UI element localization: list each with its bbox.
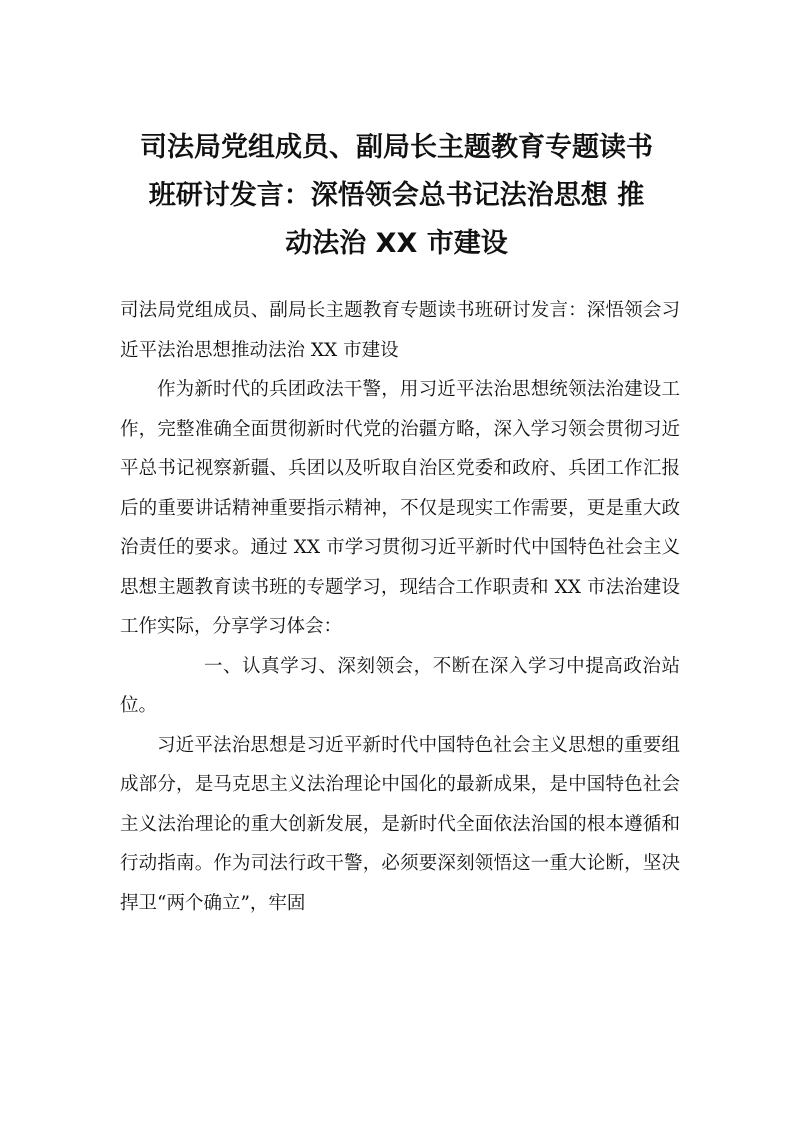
title-line-2: 班研讨发言：深悟领会总书记法治思想 推 <box>148 180 645 211</box>
title-line-1: 司法局党组成员、副局长主题教育专题读书 <box>140 132 653 163</box>
section-heading: 一、认真学习、深刻领会，不断在深入学习中提高政治站位。 <box>120 655 680 716</box>
body-paragraph: 习近平法治思想是习近平新时代中国特色社会主义思想的重要组成部分，是马克思主义法治理论中国化的最新成果，是中国特色社会主义法治理论的重大创新发展，是新时代全面依法治国的根本遵循和行动指南。作为司法行政干警，必须要深刻领悟这一重大论断，坚决捍卫“两个确立”，牢固 <box>120 734 680 914</box>
intro-paragraph: 作为新时代的兵团政法干警，用习近平法治思想统领法治建设工作，完整准确全面贯彻新时代党的治疆方略，深入学习领会贯彻习近平总书记视察新疆、兵团以及听取自治区党委和政府、兵团工作汇报后的重要讲话精神重要指示精神，不仅是现实工作需要，更是重大政治责任的要求。通过 XX 市学习贯彻习近平新时代中国特色社会主义思想主题教育读书班的专题学习，现结合工作职责和 XX 市法治建设工作实际，分享学习体会： <box>120 379 680 637</box>
title-line-3: 动法治 XX 市建设 <box>285 228 508 259</box>
document-body <box>120 291 680 923</box>
document-title <box>112 124 681 268</box>
subtitle-paragraph: 司法局党组成员、副局长主题教育专题读书班研讨发言：深悟领会习近平法治思想推动法治 XX 市建设 <box>120 300 680 361</box>
